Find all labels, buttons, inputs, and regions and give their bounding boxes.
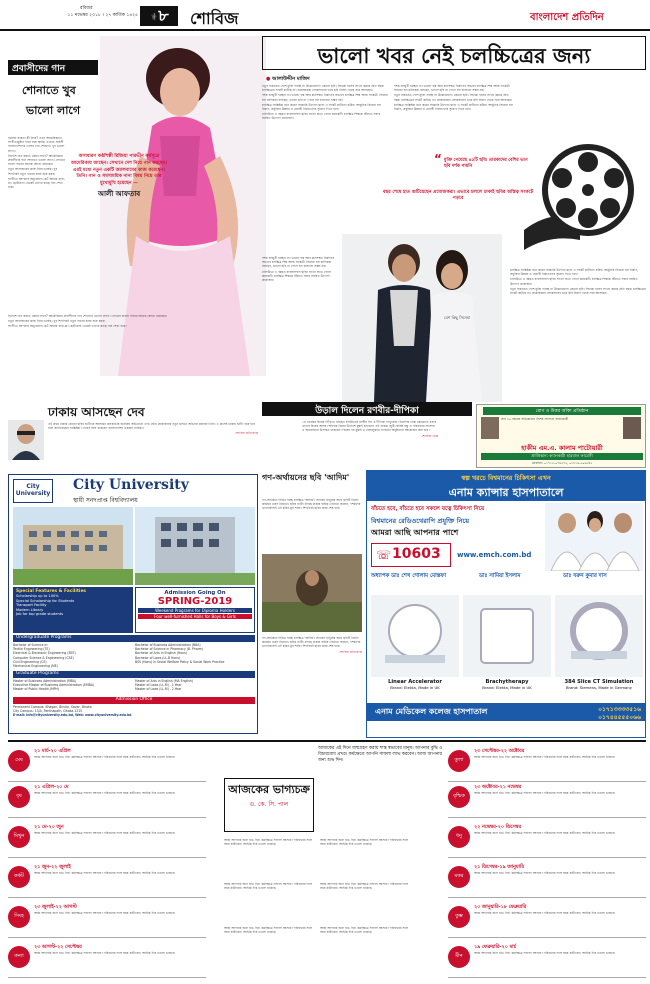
zodiac-text: আজ আপনার জন্য শুভ দিন। কর্মক্ষেত্রে সাফল্য আসবে। পরিবারের সঙ্গে সময় কাটাবেন। আর্থিক দিক ভালো থাকবে। <box>34 911 176 915</box>
main-body-col-1: নতুন সপ্তাহেও দেশে মুক্তি পাচ্ছে না উল্লেখযোগ্য কোনো ছবি। সিনেমা হলের সংখ্যা কমছে প্রতি বছর। চলচ্চিত্রের সংকট কাটছে না। প্রযোজকরা লোকসানের ভয়ে ছবি নির্মাণ থেকে সরে আসছেন। দর্শক হলমুখী হচ্ছেন না। ভালো গল্প আর মানসম্মত নির্মাণের অভাবে চলচ্চিত্র শিল্প আজ সংকটে। সিনেমা হল মালিকরা বলছেন, ভালো ছবি না পেলে হল চালানো সম্ভব নয়। চলচ্চিত্র সংশ্লিষ্টরা মনে করেন সরকারি উদ্যোগ ছাড়া এ সংকট কাটানো কঠিন। আধুনিক সিনেমা হল নির্মাণ, প্রযুক্তির উন্নয়ন ও মেধাবী নির্মাতাদের সুযোগ দিতে হবে। ঢালিউডে এ বছরও ব্যবসাসফল ছবির সংখ্যা হাতে গোনা কয়েকটি। চলচ্চিত্র শিল্পকে বাঁচাতে সবার সমন্বিত উদ্যোগ প্রয়োজন। <box>262 84 388 121</box>
features-list: Scholarship up to 100% Special Scholarship for Students Transport Facility Modern Library Job for top grade students <box>16 594 75 617</box>
city-university-name: City University <box>73 477 189 493</box>
zodiac-icon: বৃশ্চিক <box>448 786 470 808</box>
admission-box <box>135 587 255 633</box>
ug-programs-list: Bachelor of Science in: Textile Engineering (TE) Electrical & Electronic Engineering (EEE) Computer Science & Engineering (CSE) Civil Engineering (CE) Mechanical Engineering (ME) <box>13 643 76 669</box>
header-day: রবিবার <box>80 6 93 11</box>
main-headline: ভালো খবর নেই চলচ্চিত্রের জন্য <box>262 36 646 70</box>
halls-note: Four well-furnished Halls for Boys & Girls <box>138 614 252 619</box>
page-label: পৃষ্ঠা <box>151 12 157 20</box>
header-rule <box>0 29 650 31</box>
header-date: ১১ নভেম্বর ২০১৮ । ২৭ কার্তিক ১৪২৫ <box>67 13 138 18</box>
horoscope-paragraph: আজ আপনার জন্য শুভ দিন। কর্মক্ষেত্রে সাফল্য আসবে। পরিবারের সঙ্গে সময় কাটাবেন। আর্থিক দিক ভালো থাকবে। <box>320 882 408 891</box>
cancer-hospital-ad <box>366 470 646 738</box>
zodiac-icon: মীন <box>448 946 470 968</box>
horoscope-author: ড. কে. সি. পাল <box>249 801 289 808</box>
left-story-body-3: নতুন অ্যালবামের কাজ নিয়ে ভাবছি। খুব শিগগিরই নতুন গানের কাজ শুরু করব। <box>8 167 58 176</box>
zodiac-icon: কর্কট <box>8 866 30 888</box>
main-body-col-2: দর্শক হলমুখী হচ্ছেন না। ভালো গল্প আর মানসম্মত নির্মাণের অভাবে চলচ্চিত্র শিল্প আজ সংকটে। সিনেমা হল মালিকরা বলছেন, ভালো ছবি না পেলে হল চালানো সম্ভব নয়। নতুন সপ্তাহেও দেশে মুক্তি পাচ্ছে না উল্লেখযোগ্য কোনো ছবি। সিনেমা হলের সংখ্যা কমছে প্রতি বছর। চলচ্চিত্রের সংকট কাটছে না। প্রযোজকরা লোকসানের ভয়ে ছবি নির্মাণ থেকে সরে আসছেন। চলচ্চিত্র সংশ্লিষ্টরা মনে করেন সরকারি উদ্যোগ ছাড়া এ সংকট কাটানো কঠিন। আধুনিক সিনেমা হল নির্মাণ, প্রযুক্তির উন্নয়ন ও মেধাবী নির্মাতাদের সুযোগ দিতে হবে। <box>394 84 513 112</box>
cancer-ad-line-4: আমরা আছি আপনার পাশে <box>371 528 459 537</box>
main-pull-quote: “ মুক্তি পেয়েছে ৪৫টি ছবি। তারকাদের বেশির ভাগ ছবি দর্শক পায়নি <box>434 152 528 169</box>
doctor-photos <box>545 503 643 571</box>
admission-semester: SPRING-2019 <box>157 596 233 607</box>
zodiac-sign <box>448 822 646 858</box>
zodiac-icon: কন্যা <box>8 946 30 968</box>
admission-title: Admission Going On <box>164 590 226 596</box>
grad-programs-list-2: Master of Arts in English (MA English) Master of Laws (LL.M) - 1 Year Master of Laws (LL.M) - 2 Year <box>135 679 194 692</box>
adim-body: গণ-অর্থায়নে নির্মিত হচ্ছে চলচ্চিত্র 'আদিম'। সাধারণ মানুষের অর্থে ছবিটি নির্মাণ করছেন তরুণ নির্মাতা। ছবির শুটিং চলছে ঢাকার বাইরে। নির্মাতা জানান, দর্শকদের ভালোবাসাই এই ছবির মূল শক্তি। শিগগিরই ছবির কাজ শেষ হবে। <box>262 498 361 511</box>
zodiac-dates: ২৩ আগস্ট-২২ সেপ্টেম্বর <box>34 945 82 950</box>
film-reel-graphic <box>520 130 640 270</box>
zodiac-dates: ২৩ জুলাই-২২ আগস্ট <box>34 905 77 910</box>
herbal-ad-photo <box>481 417 499 439</box>
zodiac-icon: ধনু <box>448 826 470 848</box>
couple-headline: উড়াল দিলেন রণবীর-দীপিকা <box>262 402 472 416</box>
machine-3: 384 Slice CT Simulation Brand: Siemens, Made in Germany <box>564 679 634 690</box>
herbal-ad-photo-2 <box>623 417 641 439</box>
left-story-kicker: প্রবাসীদের গান <box>8 60 98 75</box>
zodiac-sign <box>8 746 206 782</box>
adim-headline: গণ-অর্থায়নের ছবি 'আদিম' <box>262 472 350 482</box>
campus-info: Permanent Campus: Khagan, Birulia, Savar, Dhaka City Campus: 13/A, Panthapath, Dhaka-1215 E-mail: info@cityuniversity.edu.bd, Web: www.cityuniversity.edu.bd <box>13 705 255 718</box>
contact-email: E-mail: info@cityuniversity.edu.bd, Web: www.cityuniversity.edu.bd <box>13 713 132 718</box>
herbal-ad-pharmacy: প্রাপ্তিস্থান: ক্যালকাটা হারবাল ফার্মেসী <box>481 453 643 460</box>
hospital-phone: ০১৭১৩৩৩৩৫১৬ <box>598 706 641 713</box>
zodiac-icon: তুলা <box>448 750 470 772</box>
zodiac-text: আজ আপনার জন্য শুভ দিন। কর্মক্ষেত্রে সাফল্য আসবে। পরিবারের সঙ্গে সময় কাটাবেন। আর্থিক দিক ভালো থাকবে। <box>474 831 616 835</box>
zodiac-text: আজ আপনার জন্য শুভ দিন। কর্মক্ষেত্রে সাফল্য আসবে। পরিবারের সঙ্গে সময় কাটাবেন। আর্থিক দিক ভালো থাকবে। <box>474 791 616 795</box>
page-number-badge <box>140 6 178 26</box>
city-university-subtitle: স্থায়ী সনদপ্রাপ্ত বিশ্ববিদ্যালয় <box>73 497 138 504</box>
page-number: ৮ <box>158 5 169 25</box>
machine-1: Linear Accelerator Brand: Elekta, Made in UK <box>388 679 442 690</box>
adim-photo <box>262 554 362 632</box>
zodiac-text: আজ আপনার জন্য শুভ দিন। কর্মক্ষেত্রে সাফল্য আসবে। পরিবারের সঙ্গে সময় কাটাবেন। আর্থিক দিক ভালো থাকবে। <box>474 951 616 955</box>
city-university-logo: City University <box>13 479 53 503</box>
left-story-quote: অসাধারণ কণ্ঠশিল্পী রিজিয়া পারভীন কর্মসূত্রে আমেরিকায় আছেন। সেখানে দেশ নিয়ে গান করছেন। এরই মধ্যে নতুন একটি অ্যালবামের কাজ করেছেন। তিনি। গান ও সমসাময়িক নানা বিষয় নিয়ে তার মুখোমুখি হয়েছেন — আলী আফতাব <box>70 154 168 198</box>
zodiac-icon: কুম্ভ <box>448 906 470 928</box>
adim-story <box>262 472 364 734</box>
campus-photo <box>13 507 133 585</box>
phone-icon: ☏ <box>376 548 392 562</box>
left-story-heading-1: শোনাতে খুব <box>22 84 76 97</box>
cancer-ad-tagline: স্বল্প খরচে বিশ্বমানের চিকিৎসা এখন <box>461 474 551 482</box>
zodiac-sign <box>448 902 646 938</box>
dev-body: এই প্রথম ঢাকার কোনো ছবির শুটিংয়ে আসছেন কলকাতার জনপ্রিয় অভিনেতা দেব। যৌথ প্রযোজনার নতুন ছবিতে অভিনয় করবেন তিনি। এ মাসেই ঢাকায় শুটিং শুরু হবে বলে জানিয়েছেন সংশ্লিষ্টরা। দেবের সঙ্গে থাকবেন বাংলাদেশের একজন নায়িকা। শোবিজ প্রতিবেদক <box>48 422 258 436</box>
main-story <box>262 36 646 402</box>
hotline-box[interactable] <box>371 543 451 567</box>
left-story-body-4: সংগীতে আপনার অনুপ্রেরণা কে? আমার বাবা-মা। ছোটবেলা থেকেই তাদের কাছে গান শেখা শুরু। <box>8 176 65 190</box>
zodiac-sign <box>8 822 206 858</box>
zodiac-icon: মিথুন <box>8 826 30 848</box>
zodiac-sign <box>448 862 646 898</box>
hospital-name: এনাম মেডিকেল কলেজ হাসপাতাল <box>375 707 488 716</box>
campus-photo-2 <box>135 507 255 585</box>
main-red-quote: বছর শেষে হাত গুটিয়েছেন প্রযোজকরা। এভাবে চললে ঢাকাই ছবির অস্তিত্ব সংকটে পড়বে <box>382 190 534 202</box>
zodiac-sign <box>8 862 206 898</box>
herbal-ad-title: রোগ ও উত্তর আঁকা প্রতিষ্ঠান <box>483 407 641 415</box>
zodiac-dates: ১৯ ফেব্রুয়ারি-২০ মার্চ <box>474 945 517 950</box>
main-photo-caption: বেশ কিছু সিনেমা <box>444 315 471 320</box>
zodiac-text: আজ আপনার জন্য শুভ দিন। কর্মক্ষেত্রে সাফল্য আসবে। পরিবারের সঙ্গে সময় কাটাবেন। আর্থিক দিক ভালো থাকবে। <box>34 871 176 875</box>
hospital-phone-2: ০১৭৪৪৫৫৫০৬৬ <box>598 714 641 721</box>
horoscope-intro: আজকের এই দিনে জন্মগ্রহণ করায় শান্ত স্বভাবের মানুষ। আপনার বুদ্ধি ও বিচারবোধ প্রখর। কর্মক্ষেত্রে আপনি সাফল্য লাভ করবেন। আজ আপনার জন্য শুভ দিন। <box>318 746 443 763</box>
horoscope-section <box>8 740 646 984</box>
zodiac-dates: ২১ জুন-২২ জুলাই <box>34 865 71 870</box>
left-story-body-1: বর্তমান ব্যস্ততা কী নিয়ে? এখন আমেরিকাতে সংগীতানুষ্ঠান নিয়ে ব্যস্ত আছি। এখানে প্রবাসী বাংলাদেশিদের দেশের গান শোনাতে খুব ভালো লাগে। <box>8 136 65 153</box>
machine-photos <box>371 595 643 677</box>
doctor-1-name: অধ্যাপক ডাঃ শেখ গোলাম মোস্তফা <box>371 573 447 579</box>
zodiac-sign <box>448 942 646 978</box>
zodiac-icon: বৃষ <box>8 786 30 808</box>
horoscope-paragraph: আজ আপনার জন্য শুভ দিন। কর্মক্ষেত্রে সাফল্য আসবে। পরিবারের সঙ্গে সময় কাটাবেন। আর্থিক দিক ভালো থাকবে। <box>224 838 312 847</box>
cancer-ad-line-2: বাঁচতে হবে, বাঁচতে হবে সকলে যত্নে চিকিৎসা নিয়ে <box>371 506 485 512</box>
doctor-names <box>371 573 643 595</box>
main-body-col-3: চলচ্চিত্র সংশ্লিষ্টরা মনে করেন সরকারি উদ্যোগ ছাড়া এ সংকট কাটানো কঠিন। আধুনিক সিনেমা হল নির্মাণ, প্রযুক্তির উন্নয়ন ও মেধাবী নির্মাতাদের সুযোগ দিতে হবে। ঢালিউডে এ বছরও ব্যবসাসফল ছবির সংখ্যা হাতে গোনা কয়েকটি। চলচ্চিত্র শিল্পকে বাঁচাতে সবার সমন্বিত উদ্যোগ প্রয়োজন। নতুন সপ্তাহেও দেশে মুক্তি পাচ্ছে না উল্লেখযোগ্য কোনো ছবি। সিনেমা হলের সংখ্যা কমছে প্রতি বছর। চলচ্চিত্রের সংকট কাটছে না। প্রযোজকরা লোকসানের ভয়ে ছবি নির্মাণ থেকে সরে আসছেন। <box>510 268 646 296</box>
herbal-ad <box>476 404 646 468</box>
left-story-body <box>8 136 66 190</box>
zodiac-text: আজ আপনার জন্য শুভ দিন। কর্মক্ষেত্রে সাফল্য আসবে। পরিবারের সঙ্গে সময় কাটাবেন। আর্থিক দিক ভালো থাকবে। <box>474 911 616 915</box>
machine-2: Brachytherapy Brand: Elekta, Made in UK <box>482 679 532 690</box>
zodiac-dates: ২১ মার্চ-২০ এপ্রিল <box>34 749 71 754</box>
doctor-3-name: ডাঃ বরুন কুমার দাস <box>563 573 607 579</box>
zodiac-text: আজ আপনার জন্য শুভ দিন। কর্মক্ষেত্রে সাফল্য আসবে। পরিবারের সঙ্গে সময় কাটাবেন। আর্থিক দিক ভালো থাকবে। <box>34 791 176 795</box>
doctor-2-name: ডাঃ সামিয়া ইসলাম <box>479 573 521 579</box>
herbal-ad-phone: মোবাইল: ০১৭১৩-০৭৯৩৭৫, ০১৮১৯-৫০৬৫৪৫ <box>531 461 593 465</box>
zodiac-sign <box>448 782 646 818</box>
adim-body-2: গণ-অর্থায়নে নির্মিত হচ্ছে চলচ্চিত্র 'আদিম'। সাধারণ মানুষের অর্থে ছবিটি নির্মাণ করছেন তরুণ নির্মাতা। ছবির শুটিং চলছে ঢাকার বাইরে। নির্মাতা জানান, দর্শকদের ভালোবাসাই এই ছবির মূল শক্তি। শিগগিরই ছবির কাজ শেষ হবে। শোবিজ প্রতিবেদক <box>262 636 362 654</box>
zodiac-text: আজ আপনার জন্য শুভ দিন। কর্মক্ষেত্রে সাফল্য আসবে। পরিবারের সঙ্গে সময় কাটাবেন। আর্থিক দিক ভালো থাকবে। <box>474 755 616 759</box>
horoscope-paragraph: আজ আপনার জন্য শুভ দিন। কর্মক্ষেত্রে সাফল্য আসবে। পরিবারের সঙ্গে সময় কাটাবেন। আর্থিক দিক ভালো থাকবে। <box>224 882 312 891</box>
hotline-number: 10603 <box>392 546 441 562</box>
couple-body: ১৪ নভেম্বর বিয়ের পিঁড়িতে বসছেন বলিউডের রণবীর সিং ও দীপিকা পাড়ুকোন। ইতালির লেক কোমোতে বসবে তাদের বিয়ের আসর। শনিবার বিয়ের উদ্দেশে মুম্বাই ছাড়লেন এই তারকা জুটি। ঘনিষ্ঠ বন্ধু ও পরিবারের সদস্যরা এ আয়োজনে উপস্থিত থাকবেন। বিয়ের পর মুম্বাই ও বেঙ্গালুরুতে সংবর্ধনা অনুষ্ঠানের আয়োজন করা হবে। শোবিজ ডেস্ক <box>302 420 438 438</box>
horoscope-paragraph: আজ আপনার জন্য শুভ দিন। কর্মক্ষেত্রে সাফল্য আসবে। পরিবারের সঙ্গে সময় কাটাবেন। আর্থিক দিক ভালো থাকবে। <box>320 838 408 847</box>
ug-programs-list-2: Bachelor of Business Administration (BBA) Bachelor of Science in Pharmacy (B. Pharm) Bachelor of Arts in English (Hons) Bachelor of Laws (LL.B Hons) BSS (Hons) in Social Welfare Policy & Social Work Practice <box>135 643 225 664</box>
grad-programs-title: Graduate Programs <box>13 671 255 678</box>
horoscope-paragraph: আজ আপনার জন্য শুভ দিন। কর্মক্ষেত্রে সাফল্য আসবে। পরিবারের সঙ্গে সময় কাটাবেন। আর্থিক দিক ভালো থাকবে। <box>224 926 312 935</box>
quote-marks-icon: “ <box>434 152 442 166</box>
weekend-programs: Weekend Programs for Diploma Holders <box>138 608 252 613</box>
main-body-col-4: দর্শক হলমুখী হচ্ছেন না। ভালো গল্প আর মানসম্মত নির্মাণের অভাবে চলচ্চিত্র শিল্প আজ সংকটে। সিনেমা হল মালিকরা বলছেন, ভালো ছবি না পেলে হল চালানো সম্ভব নয়। ঢালিউডে এ বছরও ব্যবসাসফল ছবির সংখ্যা হাতে গোনা কয়েকটি। চলচ্চিত্র শিল্পকে বাঁচাতে সবার সমন্বিত উদ্যোগ প্রয়োজন। <box>262 256 335 283</box>
features-title: Special Features & Facilities <box>16 589 87 594</box>
left-story-body-2: বিদেশে গান করতে কেমন লাগে? আমেরিকায় প্রবাসীদের গান শোনাতে ভালো লাগে। সেখানে বাংলা গানের অনেক শ্রোতা রয়েছেন। <box>8 153 65 167</box>
section-title: শোবিজ <box>190 9 239 28</box>
zodiac-text: আজ আপনার জন্য শুভ দিন। কর্মক্ষেত্রে সাফল্য আসবে। পরিবারের সঙ্গে সময় কাটাবেন। আর্থিক দিক ভালো থাকবে। <box>34 831 176 835</box>
grad-programs-list: Master of Business Administration (MBA) Executive Master of Business Administration (EMBA) Master of Public Health (MPH) <box>13 679 95 692</box>
hospital-footer <box>367 703 645 721</box>
dev-photo <box>8 420 44 460</box>
zodiac-sign <box>8 942 206 978</box>
zodiac-dates: ২১ মে-২০ জুন <box>34 825 64 830</box>
cancer-ad-website[interactable]: www.emch.com.bd <box>457 551 532 559</box>
zodiac-sign <box>8 902 206 938</box>
horoscope-title-block <box>224 778 314 832</box>
couple-story <box>262 402 472 464</box>
herbal-ad-subtitle: প্রায় ৩০ বছরের অভিজ্ঞতায় বিশেষ সফলতা অর্জনকারী <box>501 417 569 421</box>
city-university-ad <box>8 474 258 734</box>
left-story-heading-2: ভালো লাগে <box>26 104 81 117</box>
dev-story <box>8 404 258 472</box>
cancer-ad-banner <box>367 471 645 501</box>
zodiac-dates: ২৩ সেপ্টেম্বর-২২ অক্টোবর <box>474 749 525 754</box>
zodiac-dates: ২৩ অক্টোবর-২১ নভেম্বর <box>474 785 522 790</box>
main-byline: ● আলাউদ্দীন মাজিদ <box>266 76 310 82</box>
zodiac-text: আজ আপনার জন্য শুভ দিন। কর্মক্ষেত্রে সাফল্য আসবে। পরিবারের সঙ্গে সময় কাটাবেন। আর্থিক দিক ভালো থাকবে। <box>474 871 616 875</box>
zodiac-sign <box>448 746 646 782</box>
horoscope-paragraph: আজ আপনার জন্য শুভ দিন। কর্মক্ষেত্রে সাফল্য আসবে। পরিবারের সঙ্গে সময় কাটাবেন। আর্থিক দিক ভালো থাকবে। <box>320 926 408 935</box>
machine-labels <box>371 679 643 699</box>
zodiac-icon: মেষ <box>8 750 30 772</box>
admission-office-title: Admission Office <box>13 697 255 704</box>
masthead: বাংলাদেশ প্রতিদিন <box>530 12 604 23</box>
herbal-ad-doctor: হাকীম এম.এ. কালাম পাটোয়ারী <box>521 444 603 452</box>
zodiac-icon: সিংহ <box>8 906 30 928</box>
zodiac-icon: মকর <box>448 866 470 888</box>
left-story-author: আলী আফতাব <box>97 189 141 198</box>
zodiac-dates: ২০ জানুয়ারি-১৮ ফেব্রুয়ারি <box>474 905 527 910</box>
page-header <box>0 0 650 32</box>
left-story <box>8 36 168 402</box>
zodiac-text: আজ আপনার জন্য শুভ দিন। কর্মক্ষেত্রে সাফল্য আসবে। পরিবারের সঙ্গে সময় কাটাবেন। আর্থিক দিক ভালো থাকবে। <box>34 951 176 955</box>
dev-headline: ঢাকায় আসছেন দেব <box>48 405 145 419</box>
horoscope-title: আজকের ভাগ্যচক্র <box>228 783 310 796</box>
zodiac-dates: ২১ এপ্রিল-২০ মে <box>34 785 69 790</box>
ug-programs-title: Undergraduate Programs <box>13 635 255 642</box>
features-box <box>13 587 133 633</box>
zodiac-dates: ২২ নভেম্বর-২০ ডিসেম্বর <box>474 825 522 830</box>
cancer-ad-line-3: বিশ্বমানের রেডিওথেরাপি প্রযুক্তি নিয়ে <box>371 517 470 525</box>
zodiac-dates: ২১ ডিসেম্বর-১৯ জানুয়ারি <box>474 865 525 870</box>
left-story-body-bottom: বিদেশে গান করতে কেমন লাগে? আমেরিকায় প্রবাসীদের গান শোনাতে ভালো লাগে। সেখানে বাংলা গানের অনেক শ্রোতা রয়েছেন। নতুন অ্যালবামের কাজ নিয়ে ভাবছি। খুব শিগগিরই নতুন গানের কাজ শুরু করব। সংগীতে আপনার অনুপ্রেরণা কে? আমার বাবা-মা। ছোটবেলা থেকেই তাদের কাছে গান শেখা শুরু। <box>8 314 167 329</box>
cancer-ad-name: এনাম ক্যান্সার হাসপাতালে <box>448 486 564 499</box>
zodiac-sign <box>8 782 206 818</box>
zodiac-text: আজ আপনার জন্য শুভ দিন। কর্মক্ষেত্রে সাফল্য আসবে। পরিবারের সঙ্গে সময় কাটাবেন। আর্থিক দিক ভালো থাকবে। <box>34 755 176 759</box>
